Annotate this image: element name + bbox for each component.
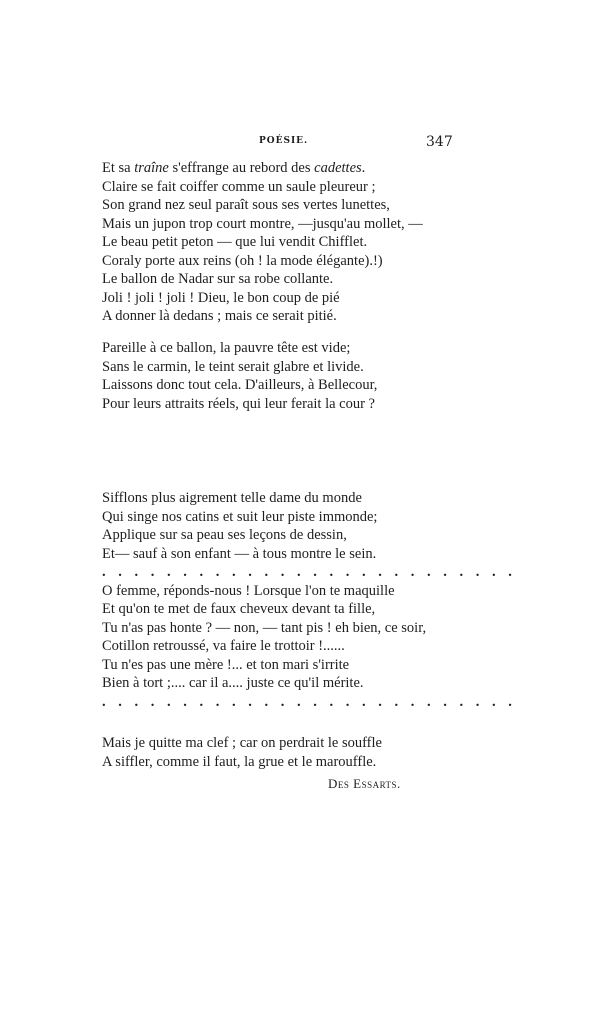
ellipsis-separator: . . . . . . . . . . . . . . . . . . . . . . . . . . — [102, 564, 517, 580]
stanza-3 — [102, 489, 516, 711]
page-header-title: POÉSIE. — [259, 136, 309, 146]
verse-line: Sans le carmin, le teint serait glabre et livide. — [102, 358, 364, 375]
verse-line: Mais un jupon trop court montre, —jusqu'au mollet, — — [102, 215, 423, 232]
verse-line: Bien à tort ;.... car il a.... juste ce qu'il mérite. — [102, 675, 364, 691]
stanza-2 — [102, 339, 377, 413]
page-number: 347 — [426, 134, 453, 150]
verse-line: A siffler, comme il faut, la grue et le marouffle. — [102, 753, 377, 770]
verse-line: Claire se fait coiffer comme un saule pleureur ; — [102, 178, 376, 195]
verse-line: Joli ! joli ! joli ! Dieu, le bon coup de pié — [102, 289, 340, 306]
verse-line: Et sa traîne s'effrange au rebord des cadettes. — [102, 160, 366, 176]
ellipsis-separator: . . . . . . . . . . . . . . . . . . . . . . . . . . — [102, 693, 517, 710]
verse-line: Mais je quitte ma clef ; car on perdrait le souffle — [102, 735, 382, 751]
verse-line: Tu n'es pas une mère !... et ton mari s'irrite — [102, 656, 350, 673]
author-signature: Des Essarts. — [328, 776, 401, 791]
verse-line: Le ballon de Nadar sur sa robe collante. — [102, 271, 334, 287]
verse-line: Pour leurs attraits réels, qui leur ferait la cour ? — [102, 395, 375, 412]
verse-line: Applique sur sa peau ses leçons de dessin, — [102, 527, 347, 543]
verse-line: O femme, réponds-nous ! Lorsque l'on te maquille — [102, 582, 395, 599]
verse-line: Et qu'on te met de faux cheveux devant ta fille, — [102, 601, 376, 617]
verse-line: Qui singe nos catins et suit leur piste immonde; — [102, 508, 378, 525]
stanza-1 — [102, 159, 423, 326]
verse-line: A donner là dedans ; mais ce serait pitié. — [102, 308, 337, 324]
verse-line: Laissons donc tout cela. D'ailleurs, à Bellecour, — [102, 377, 378, 393]
verse-line: Sifflons plus aigrement telle dame du monde — [102, 490, 362, 506]
verse-line: Le beau petit peton — que lui vendit Chifflet. — [102, 234, 368, 250]
verse-line: Pareille à ce ballon, la pauvre tête est vide; — [102, 340, 351, 356]
verse-line: Cotillon retroussé, va faire le trottoir !...... — [102, 638, 345, 654]
stanza-4 — [102, 734, 382, 771]
verse-line: Tu n'as pas honte ? — non, — tant pis ! eh bien, ce soir, — [102, 619, 427, 636]
verse-line: Son grand nez seul paraît sous ses vertes lunettes, — [102, 197, 390, 213]
verse-line: Coraly porte aux reins (oh ! la mode élégante).!) — [102, 252, 383, 269]
verse-line: Et— sauf à son enfant — à tous montre le sein. — [102, 545, 377, 562]
